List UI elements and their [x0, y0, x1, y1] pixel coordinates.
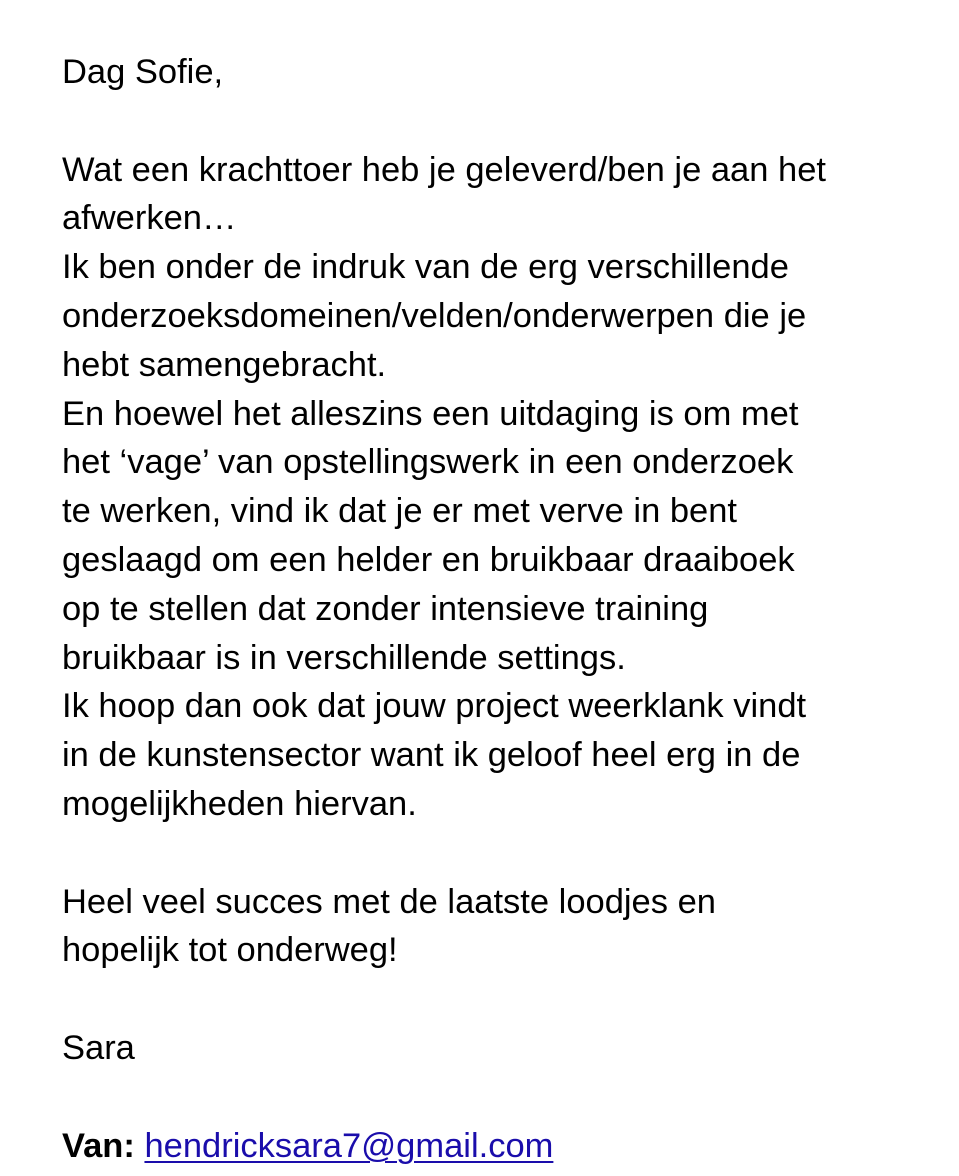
- message-line: bruikbaar is in verschillende settings.: [62, 638, 626, 677]
- blank-line: [62, 975, 942, 1024]
- message-paragraph: [62, 146, 942, 829]
- blank-line: [62, 829, 942, 878]
- message-line: in de kunstensector want ik geloof heel erg in de: [62, 736, 801, 775]
- message-line: onderzoeksdomeinen/velden/onderwerpen die je: [62, 296, 807, 335]
- message-line: hebt samengebracht.: [62, 345, 387, 384]
- closing-line: hopelijk tot onderweg!: [62, 931, 398, 970]
- greeting: Dag Sofie,: [62, 53, 224, 91]
- message-line: afwerken…: [62, 199, 237, 238]
- message-line: En hoewel het alleszins een uitdaging is om met: [62, 394, 799, 433]
- message-line: op te stellen dat zonder intensieve training: [62, 589, 709, 628]
- closing-paragraph: [62, 878, 942, 976]
- message-line: het ‘vage’ van opstellingswerk in een onderzoek: [62, 443, 794, 482]
- signature: Sara: [62, 1028, 135, 1067]
- closing-line: Heel veel succes met de laatste loodjes en: [62, 882, 716, 921]
- from-label: Van:: [62, 1126, 135, 1165]
- message-line: Ik hoop dan ook dat jouw project weerklank vindt: [62, 687, 807, 726]
- from-header: [62, 1122, 942, 1171]
- from-email-link[interactable]: hendricksara7@gmail.com: [144, 1126, 554, 1165]
- message-line: Ik ben onder de indruk van de erg verschillende: [62, 248, 789, 287]
- cutoff-next-line: [62, 1166, 462, 1176]
- email-body: [62, 48, 942, 1170]
- message-line: mogelijkheden hiervan.: [62, 784, 417, 823]
- blank-line: [62, 1073, 942, 1122]
- message-line: te werken, vind ik dat je er met verve in bent: [62, 492, 737, 531]
- message-line: Wat een krachttoer heb je geleverd/ben je aan het: [62, 150, 826, 189]
- blank-line: [62, 97, 942, 146]
- message-line: geslaagd om een helder en bruikbaar draaiboek: [62, 540, 795, 579]
